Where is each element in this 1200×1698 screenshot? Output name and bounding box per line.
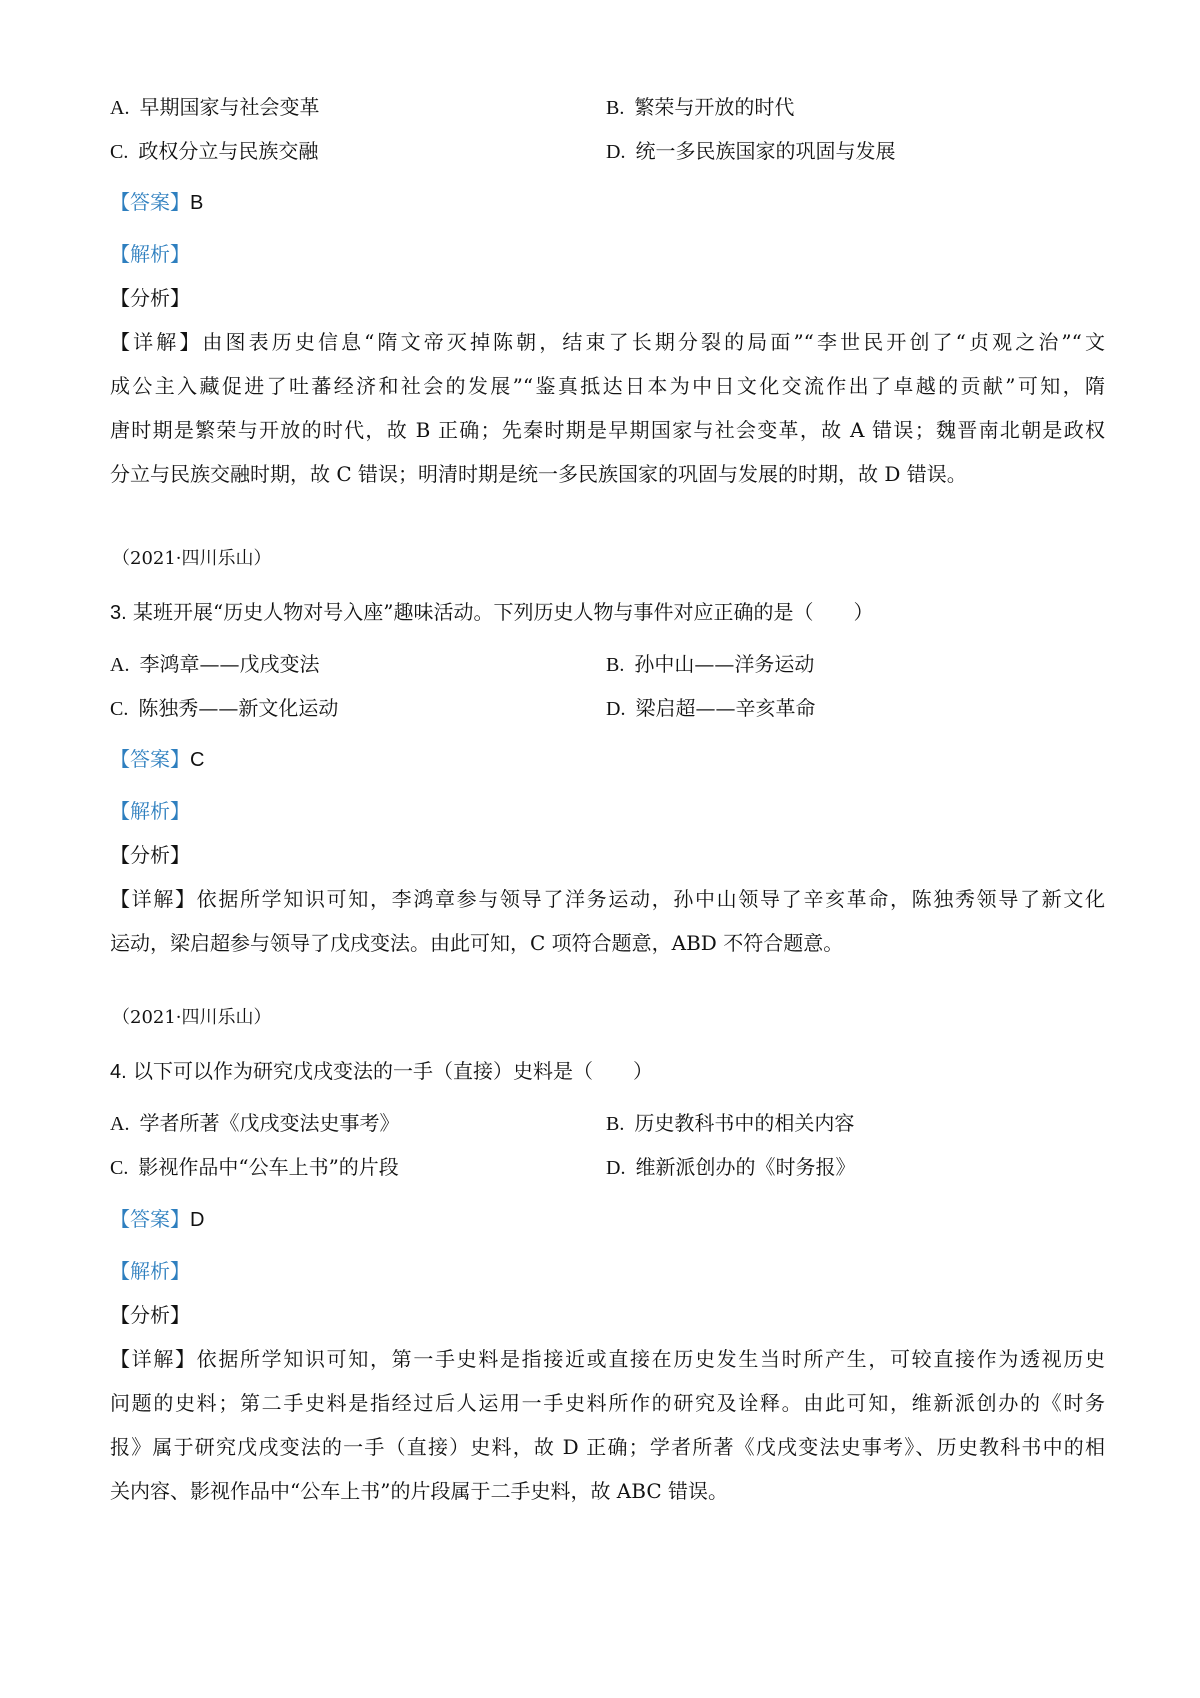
- q4-option-d-text: 维新派创办的《时务报》: [635, 1155, 856, 1179]
- q3-fenxi-label: 【分析】: [110, 843, 190, 867]
- q4-stem-text: 以下可以作为研究戊戌变法的一手（直接）史料是（ ）: [133, 1059, 654, 1083]
- q3-stem: [110, 598, 874, 627]
- q3-option-b-text: 孙中山——洋务运动: [634, 652, 815, 676]
- q4-answer-value: D: [190, 1209, 205, 1231]
- q4-detail-line-2: 问题的史料；第二手史料是指经过后人运用一手史料所作的研究及诠释。由此可知，维新派创办的《时务: [110, 1391, 1105, 1415]
- q4-option-c-text: 影视作品中“公车上书”的片段: [138, 1155, 399, 1179]
- q2-option-c-text: 政权分立与民族交融: [138, 139, 319, 163]
- q3-stem-text: 某班开展“历史人物对号入座”趣味活动。下列历史人物与事件对应正确的是（ ）: [133, 600, 874, 624]
- q4-option-b: [606, 1109, 854, 1138]
- q4-detail: [110, 1337, 1105, 1513]
- q4-option-c-letter: C.: [110, 1157, 129, 1179]
- q2-answer-label: 【答案】: [110, 190, 190, 214]
- q4-option-a-text: 学者所著《戊戌变法史事考》: [139, 1111, 400, 1135]
- q3-answer: [110, 745, 204, 774]
- q2-option-a-letter: A.: [110, 97, 130, 119]
- q3-answer-label: 【答案】: [110, 747, 190, 771]
- q3-option-a: [110, 650, 319, 679]
- q2-detail-line-2: 成公主入藏促进了吐蕃经济和社会的发展”“鉴真抵达日本为中日文化交流作出了卓越的贡献”可知，隋: [110, 374, 1105, 398]
- q4-source: （2021·四川乐山）: [112, 1007, 272, 1028]
- q3-option-d-letter: D.: [606, 698, 626, 720]
- q4-option-c: [110, 1153, 399, 1182]
- q2-option-c: [110, 137, 318, 166]
- q4-stem: [110, 1057, 653, 1086]
- q4-analysis-label: 【解析】: [110, 1259, 190, 1283]
- q2-detail: [110, 320, 1105, 496]
- q3-option-d: [606, 694, 815, 723]
- q4-detail-line-4: 关内容、影视作品中“公车上书”的片段属于二手史料，故 ABC 错误。: [110, 1479, 728, 1503]
- q3-option-a-text: 李鸿章——戊戌变法: [139, 652, 320, 676]
- q3-detail-line-2: 运动，梁启超参与领导了戊戌变法。由此可知，C 项符合题意，ABD 不符合题意。: [110, 931, 844, 955]
- q4-number: 4.: [110, 1061, 127, 1083]
- q2-fenxi-label: 【分析】: [110, 286, 190, 310]
- q4-option-a-letter: A.: [110, 1113, 130, 1135]
- q3-source: （2021·四川乐山）: [112, 548, 272, 569]
- q2-analysis-label: 【解析】: [110, 242, 190, 266]
- q4-fenxi-label: 【分析】: [110, 1303, 190, 1327]
- q2-detail-line-1: 【详解】由图表历史信息“隋文帝灭掉陈朝，结束了长期分裂的局面”“李世民开创了“贞观之治”“文: [110, 330, 1105, 354]
- q4-option-d-letter: D.: [606, 1157, 626, 1179]
- q2-option-a: [110, 93, 319, 122]
- q2-option-b-letter: B.: [606, 97, 625, 119]
- q2-detail-line-3: 唐时期是繁荣与开放的时代，故 B 正确；先秦时期是早期国家与社会变革，故 A 错误；魏晋南北朝是政权: [110, 418, 1105, 442]
- q2-option-d-letter: D.: [606, 141, 626, 163]
- q3-analysis-label: 【解析】: [110, 799, 190, 823]
- q3-option-c: [110, 694, 338, 723]
- q3-option-a-letter: A.: [110, 654, 130, 676]
- q4-option-a: [110, 1109, 399, 1138]
- q3-option-d-text: 梁启超——辛亥革命: [635, 696, 816, 720]
- q2-option-c-letter: C.: [110, 141, 129, 163]
- q4-detail-line-3: 报》属于研究戊戌变法的一手（直接）史料，故 D 正确；学者所著《戊戌变法史事考》、历史教科书中的相: [110, 1435, 1105, 1459]
- q2-option-b: [606, 93, 794, 122]
- q4-option-d: [606, 1153, 855, 1182]
- q2-option-b-text: 繁荣与开放的时代: [634, 95, 795, 119]
- q4-option-b-letter: B.: [606, 1113, 625, 1135]
- q3-option-c-letter: C.: [110, 698, 129, 720]
- q3-answer-value: C: [190, 749, 205, 771]
- q2-option-d: [606, 137, 895, 166]
- q2-answer: [110, 188, 203, 217]
- q2-option-d-text: 统一多民族国家的巩固与发展: [635, 139, 896, 163]
- q4-option-b-text: 历史教科书中的相关内容: [634, 1111, 855, 1135]
- q2-option-a-text: 早期国家与社会变革: [139, 95, 320, 119]
- q4-detail-line-1: 【详解】依据所学知识可知，第一手史料是指接近或直接在历史发生当时所产生，可较直接作为透视历史: [110, 1347, 1105, 1371]
- q3-option-b: [606, 650, 814, 679]
- q3-detail-line-1: 【详解】依据所学知识可知，李鸿章参与领导了洋务运动，孙中山领导了辛亥革命，陈独秀领导了新文化: [110, 887, 1105, 911]
- q2-answer-value: B: [190, 192, 204, 214]
- q3-option-c-text: 陈独秀——新文化运动: [138, 696, 339, 720]
- q4-answer: [110, 1205, 204, 1234]
- q2-detail-line-4: 分立与民族交融时期，故 C 错误；明清时期是统一多民族国家的巩固与发展的时期，故 D 错误。: [110, 462, 967, 486]
- q4-answer-label: 【答案】: [110, 1207, 190, 1231]
- q3-number: 3.: [110, 602, 127, 624]
- q3-option-b-letter: B.: [606, 654, 625, 676]
- q3-detail: [110, 877, 1105, 965]
